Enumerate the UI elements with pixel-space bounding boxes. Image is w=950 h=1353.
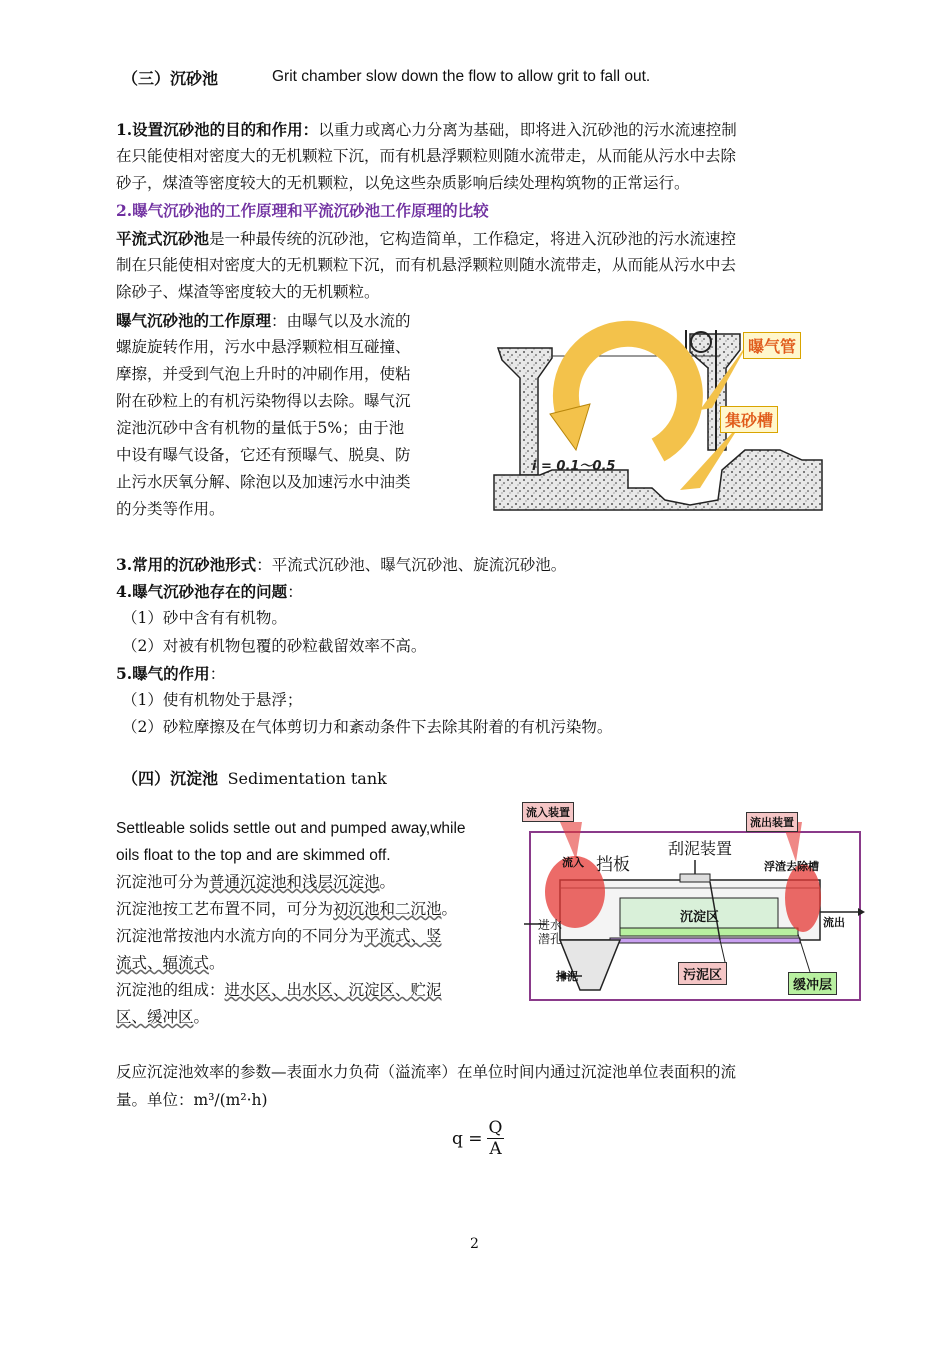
p2-title: 2.曝气沉砂池的工作原理和平流沉砂池工作原理的比较 [116,201,489,220]
label-aeration-pipe: 曝气管 [743,332,801,359]
aer-line7: 止污水厌氧分解、除泡以及加速污水中油类 [116,473,411,491]
s4-c3-u: 平流式、竖 [364,927,442,945]
s4-c1 [116,869,395,896]
p5-colon: ： [209,665,226,683]
aer-line2: 螺旋旋转作用，污水中悬浮颗粒相互碰撞、 [116,338,411,356]
label-sludge-zone: 污泥区 [678,962,727,985]
p2-line1 [116,225,736,253]
formula-fraction [487,1118,505,1159]
label-submerged-hole-2: 潜孔 [538,932,563,946]
p4-colon: ： [287,583,303,601]
p5-title: 5.曝气的作用 [116,664,210,683]
p4-line [116,578,303,606]
param-line2: 量。单位：m³/(m²·h) [116,1091,268,1109]
p4-item1: （1）砂中含有有机物。 [122,609,287,627]
p2-line2: 制在只能使相对密度大的无机颗粒下沉，而有机悬浮颗粒则随水流带走，从而能从污水中去 [116,256,737,274]
aer-line6: 中设有曝气设备，它还有预曝气、脱臭、防 [116,446,411,464]
section4-heading [122,766,387,789]
s4-c6-u: 区、缓冲区 [116,1008,194,1026]
s4-c6-b: 。 [193,1008,210,1026]
aer-title: 曝气沉砂池的工作原理 [116,311,272,330]
p2-text1: 是一种最传统的沉砂池，它构造简单，工作稳定，将进入沉砂池的污水流速控 [209,230,737,248]
s4-c1-b: 。 [379,873,396,891]
label-scraper: 刮泥装置 [668,839,733,858]
aer-line5: 淀池沉砂中含有机物的量低于5%；由于池 [116,419,405,437]
s4-c2-a: 沉淀池按工艺布置不同，可分为 [116,900,334,918]
label-buffer-layer: 缓冲层 [788,972,837,995]
s4-c2-u: 初沉池和二沉池 [333,900,442,918]
s4-c5-a: 沉淀池的组成： [116,981,225,999]
p4-title: 4.曝气沉砂池存在的问题 [116,582,288,601]
param-line1: 反应沉淀池效率的参数—表面水力负荷（溢流率）在单位时间内通过沉淀池单位表面积的流 [116,1063,737,1081]
label-settling-zone: 沉淀区 [680,910,720,925]
p3-title: 3.常用的沉砂池形式 [116,555,257,574]
s4-c1-a: 沉淀池可分为 [116,873,210,891]
p4-item2: （2）对被有机物包覆的砂粒截留效率不高。 [122,637,427,655]
section3-heading-en: Grit chamber slow down the flow to allow grit to fall out. [272,68,651,85]
p1-line1 [116,116,737,144]
s4-c5-u: 进水区、出水区、沉淀区、贮泥 [224,981,442,999]
aer-line4: 附在砂粒上的有机污染物得以去除。曝气沉 [116,392,411,410]
formula [452,1118,504,1159]
formula-denominator: A [489,1139,502,1159]
label-outflow-device: 流出装置 [746,812,798,832]
section3-heading: （三）沉砂池 [122,69,219,88]
s4-c6 [116,1004,209,1031]
p1-line2: 在只能使相对密度大的无机颗粒下沉，而有机悬浮颗粒则随水流带走，从而能从污水中去除 [116,147,737,165]
s4-c4-b: 。 [209,954,225,972]
p1-line3: 砂子，煤渣等密度较大的无机颗粒，以免这些杂质影响后续处理构筑物的正常运行。 [116,174,690,192]
p1-title: 1.设置沉砂池的目的和作用： [116,120,319,139]
s4-c3-a: 沉淀池常按池内水流方向的不同分为 [116,927,365,945]
s4-c2 [116,896,457,923]
p5-item2: （2）砂粒摩擦及在气体剪切力和紊动条件下去除其附着的有机污染物。 [122,718,613,736]
sedimentation-tank-diagram [520,800,865,1005]
s4-en-line2: oils float to the top and are skimmed off. [116,847,391,864]
formula-numerator: Q [488,1118,503,1138]
s4-c1-u: 普通沉淀池和浅层沉淀池 [209,873,380,891]
label-grit-trough: 集砂槽 [720,406,778,433]
s4-c4 [116,950,225,977]
p2-bold: 平流式沉砂池 [116,229,210,248]
label-submerged-hole-1: 进水 [538,918,563,932]
formula-lhs: q = [452,1128,483,1149]
section4-heading-cn: （四）沉淀池 [122,769,219,788]
label-inlet: 流入 [562,856,584,869]
aer-text1: ：由曝气以及水流的 [271,312,411,330]
s4-c3 [116,923,442,950]
p5-item1: （1）使有机物处于悬浮； [122,691,303,709]
section4-heading-en: Sedimentation tank [227,769,387,788]
label-inflow-device: 流入装置 [522,802,574,822]
label-baffle: 挡板 [596,855,630,875]
label-slope: i = 0.1～0.5 [532,459,616,474]
s4-c4-u: 流式、辐流式 [116,954,210,972]
p3-text: ：平流式沉砂池、曝气沉砂池、旋流沉砂池。 [256,556,567,574]
s4-en-line1: Settleable solids settle out and pumped away,while [116,820,466,837]
aer-line8: 的分类等作用。 [116,500,225,518]
aer-line1 [116,307,411,335]
s4-c2-b: 。 [441,900,458,918]
aer-line3: 摩擦，并受到气泡上升时的冲刷作用，使粘 [116,365,411,383]
label-scum-trough: 浮渣去除槽 [764,860,819,873]
s4-c5 [116,977,442,1004]
p3-line [116,551,566,579]
label-sludge-drain: 排泥 [556,970,578,983]
label-submerged-hole [538,918,562,946]
p2-line3: 除砂子、煤渣等密度较大的无机颗粒。 [116,283,380,301]
p1-text1: 以重力或离心力分离为基础，即将进入沉砂池的污水流速控制 [318,121,737,139]
p5-line [116,660,225,688]
aerated-grit-chamber-diagram [490,310,830,525]
label-outflow: 流出 [823,916,845,929]
page-number: 2 [470,1236,479,1252]
